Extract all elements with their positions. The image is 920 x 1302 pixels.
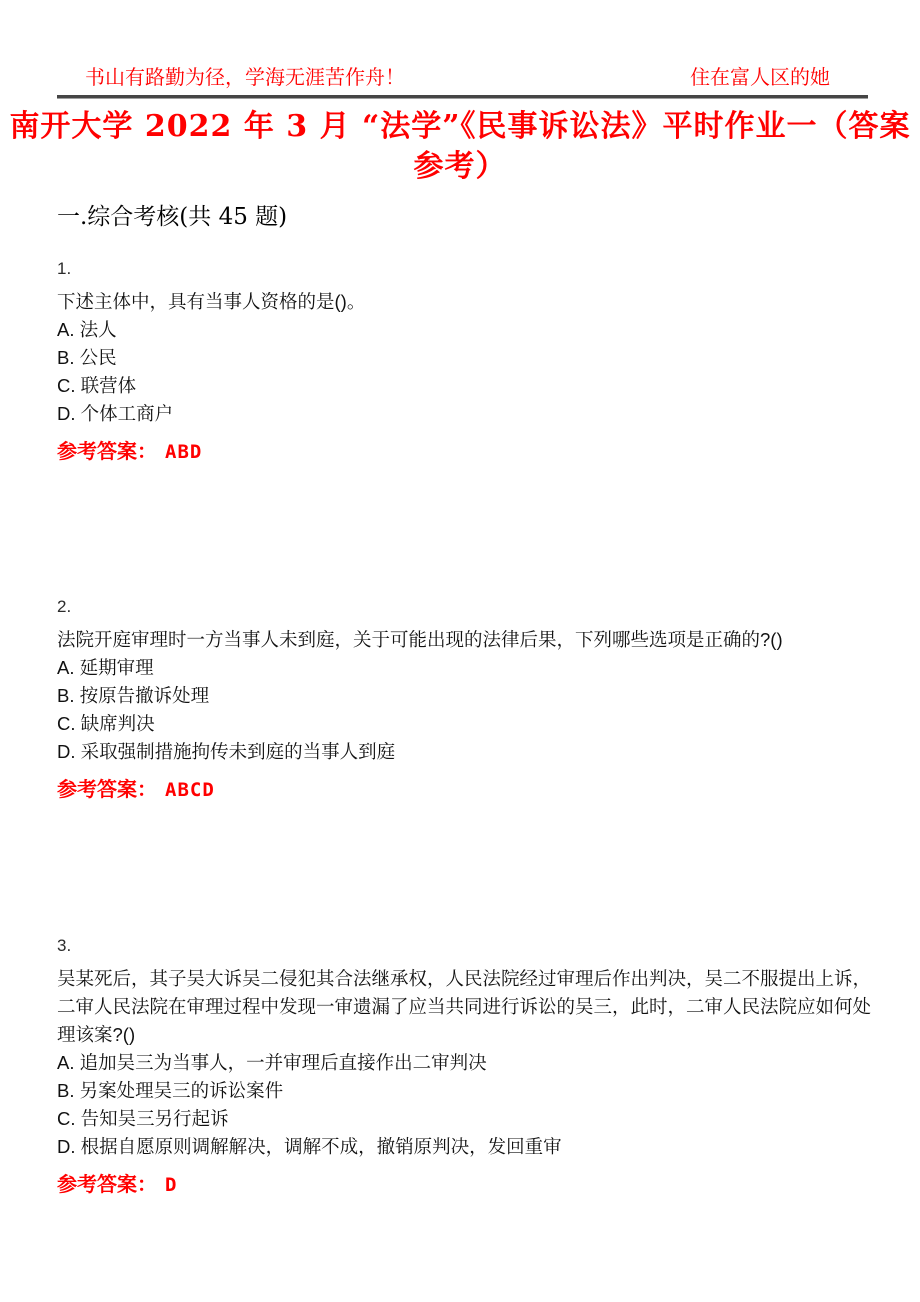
- document-title: [0, 107, 920, 187]
- question-2-answer-line: [57, 776, 872, 804]
- question-3-option-b: B. 另案处理吴三的诉讼案件: [57, 1080, 284, 1101]
- page-header: [57, 61, 868, 90]
- question-1-option-b: B. 公民: [57, 347, 117, 368]
- question-3-option-a: A. 追加吴三为当事人，一并审理后直接作出二审判决: [57, 1052, 487, 1073]
- question-3-option-d: D. 根据自愿原则调解解决，调解不成，撤销原判决，发回重审: [57, 1136, 562, 1157]
- question-1-option-a: A. 法人: [57, 319, 117, 340]
- answer-value: ABD: [165, 441, 203, 463]
- answer-value: ABCD: [165, 779, 215, 801]
- question-2-option-a: A. 延期审理: [57, 657, 154, 678]
- question-3-option-c: C. 告知吴三另行起诉: [57, 1108, 229, 1129]
- answer-label: 参考答案：: [57, 441, 157, 463]
- question-1-option-d: D. 个体工商户: [57, 403, 174, 424]
- answer-label: 参考答案：: [57, 1174, 157, 1196]
- question-2-number: 2.: [57, 597, 72, 616]
- header-watermark: 住在富人区的她: [690, 65, 830, 89]
- question-3-number: 3.: [57, 936, 72, 955]
- answer-label: 参考答案：: [57, 779, 157, 801]
- question-3-answer-line: [57, 1171, 872, 1199]
- question-1-answer-line: [57, 438, 872, 466]
- question-1-number: 1.: [57, 259, 72, 278]
- question-2-option-d: D. 采取强制措施拘传未到庭的当事人到庭: [57, 741, 396, 762]
- header-rule: [57, 95, 868, 99]
- question-block-3: [57, 932, 872, 1199]
- question-3-stem: 吴某死后，其子吴大诉吴二侵犯其合法继承权，人民法院经过审理后作出判决，吴二不服提出上诉，二审人民法院在审理过程中发现一审遗漏了应当共同进行诉讼的吴三，此时，二审人民法院应如何处理该案?(): [57, 968, 872, 1045]
- section-heading: 一.综合考核(共 45 题): [57, 204, 288, 230]
- answer-value: D: [165, 1174, 178, 1196]
- question-2-stem: 法院开庭审理时一方当事人未到庭，关于可能出现的法律后果，下列哪些选项是正确的?(): [57, 629, 783, 650]
- question-1-stem: 下述主体中，具有当事人资格的是()。: [57, 291, 366, 312]
- document-title-line2: 参考）: [413, 149, 507, 184]
- question-block-2: [57, 593, 872, 804]
- question-1-option-c: C. 联营体: [57, 375, 137, 396]
- question-block-1: [57, 255, 872, 466]
- header-motto: 书山有路勤为径，学海无涯苦作舟！: [85, 65, 405, 89]
- document-title-line1: 南开大学 2022 年 3 月 “法学”《民事诉讼法》平时作业一（答案: [9, 109, 911, 144]
- question-2-option-b: B. 按原告撤诉处理: [57, 685, 210, 706]
- question-2-option-c: C. 缺席判决: [57, 713, 155, 734]
- header-rule-thin-line: [57, 98, 868, 99]
